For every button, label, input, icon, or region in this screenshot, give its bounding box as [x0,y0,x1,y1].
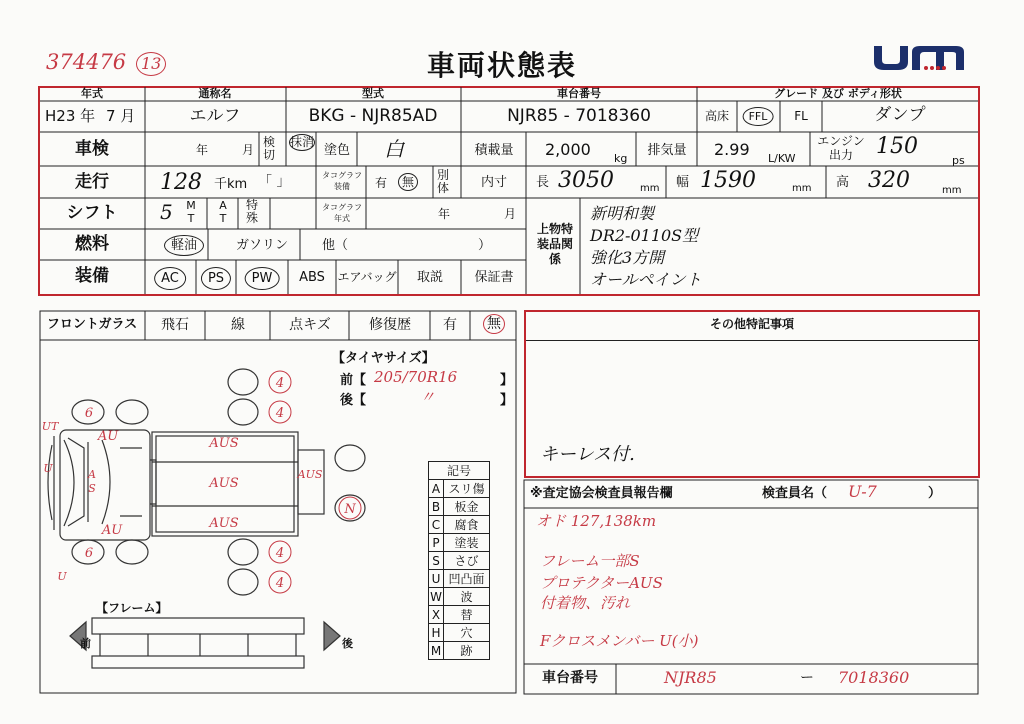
stock-mark: 13 [136,52,166,76]
mileage-bracket: 「 」 [258,174,291,190]
mileage: 128 [160,170,202,195]
damage-mark-9: U [43,462,53,475]
inspector-note-1: オド 127,138km [536,512,657,530]
damage-mark-10: UT [41,420,59,433]
legend-code: C [429,516,444,534]
glass-tobi: 飛石 [161,317,189,333]
equip-abs: ABS [299,270,325,285]
tire-front-label: 前【 [340,373,367,388]
tacho-label: タコグラフ装備 [322,171,362,191]
frame-rear: 後 [342,637,353,650]
bed-width: 1590 [700,168,756,193]
equip-ac: AC [154,267,186,290]
fl-option: FL [794,109,808,123]
mileage-unit: 千km [214,177,248,192]
tire-mark-5: 6 [84,406,94,421]
label-shift: シフト [66,203,118,223]
tire-rear-size: 〃 [420,388,436,406]
kengiri-label: 検切 [263,135,276,162]
label-shaken: 車検 [75,139,109,159]
tire-title: 【タイヤサイズ】 [332,351,435,366]
shaken-month: 月 [242,143,255,157]
tire-rear-close: 】 [500,393,514,408]
damage-mark-4: AUS [209,476,239,491]
shufuku-nashi: 無 [483,314,505,334]
engine-output: 150 [876,134,918,159]
header-katashiki: 型式 [362,87,384,100]
legend-code: H [429,624,444,642]
model-year: H23 年 [45,107,96,125]
damage-mark-2: AU [101,523,123,538]
fuel-gasoline: ガソリン [236,238,289,253]
other-notes-divider [526,340,978,341]
equip-airbag: エアバッグ [337,270,397,284]
page-title: 車両状態表 [426,49,578,82]
fuel-other: 他（ ） [322,238,492,253]
header-grade: グレード 及び ボディ形状 [774,87,902,100]
tire-front-size: 205/70R16 [374,368,458,386]
displacement-label: 排気量 [647,143,687,158]
legend-label: 凹凸面 [444,570,490,588]
shufuku-label: 修復歴 [369,317,411,333]
damage-mark-1: AU [97,429,119,444]
chassis-number: NJR85 - 7018360 [507,106,651,126]
damage-mark-7: A [88,468,96,481]
load-label: 積載量 [474,143,514,158]
legend-label: スリ傷 [444,480,490,498]
legend-code: M [429,642,444,660]
special-note-3: 強化3方開 [590,248,665,267]
legend-label: 替 [444,606,490,624]
length-unit: mm [640,183,660,194]
inspector-name-close: ） [928,486,942,501]
legend-code: X [429,606,444,624]
width-label: 幅 [676,175,690,190]
glass-sen: 線 [231,317,245,333]
tire-mark-2: 4 [275,406,285,421]
engine-unit: ps [952,154,965,167]
body-color: 白 [384,137,404,161]
legend-label: 波 [444,588,490,606]
tacho-tsuki: 月 [504,207,517,221]
legend-title: 記号 [429,462,490,480]
inspector-title: ※査定協会検査員報告欄 [530,486,673,501]
tosoku-label: 塗色 [323,143,351,158]
inspector-name: U-7 [848,482,877,501]
inspector-note-3: プロテクターAUS [540,574,663,592]
label-soko: 走行 [75,172,109,192]
stock-number: 374476 [46,50,127,74]
inspector-note-5: Fクロスメンバー U(小) [540,632,699,650]
tire-mark-3: 4 [275,546,285,561]
inspector-name-label: 検査員名（ [762,486,828,501]
frame-front: 前 [80,637,91,650]
displacement: 2.99 [714,140,750,159]
tacho-year-label: タコグラフ年式 [322,203,362,223]
header-tsusho: 通称名 [198,87,232,100]
width-unit: mm [792,183,812,194]
bed-length: 3050 [558,168,614,193]
legend-code: W [430,589,442,604]
tire-mark-1: 4 [275,376,285,391]
equip-ps: PS [201,267,231,290]
footer-chassis-b: 7018360 [838,668,910,687]
header-shadai: 車台番号 [557,87,601,100]
height-unit: mm [942,185,962,196]
legend-code: S [429,552,444,570]
joubutsu-label: 上物特装品関係 [536,222,573,266]
shufuku-ari: 有 [443,317,457,333]
label-equipment: 装備 [75,266,109,286]
tacho-ari: 有 [375,176,388,190]
legend-label: 塗装 [444,534,490,552]
legend-code: U [429,570,444,588]
shift-count: 5 [160,200,173,224]
inspector-note-2: フレーム一部S [540,552,640,570]
other-notes-text: キーレス付. [540,444,635,465]
tacho-nen: 年 [438,207,451,221]
special-note-4: オールペイント [590,270,702,289]
equip-warranty: 保証書 [474,270,514,285]
tokushu-option: 特殊 [246,198,259,225]
legend-label: さび [444,552,490,570]
bed-height: 320 [868,168,910,193]
tire-front-close: 】 [500,373,514,388]
inspector-note-4: 付着物、汚れ [540,594,631,612]
legend-code: P [429,534,444,552]
footer-chassis-label: 車台番号 [542,670,598,686]
model-code: BKG - NJR85AD [308,106,438,126]
tire-mark-6: 6 [84,546,94,561]
mt-option: M T [186,199,196,225]
load-capacity: 2,000 [545,140,591,159]
ffl-option: FFL [743,107,774,126]
glass-ten: 点キズ [289,317,331,333]
naisun-label: 内寸 [480,175,508,190]
footer-dash: ー [800,670,814,686]
damage-legend [428,461,490,660]
load-unit: kg [614,152,628,165]
model-month: 7 月 [106,107,136,125]
frame-title: 【フレーム】 [96,601,168,615]
legend-label: 腐食 [444,516,490,534]
koshou-label: 高床 [704,109,730,123]
legend-code: B [429,498,444,516]
at-option: A T [219,199,227,225]
massho-option: 抹消 [290,135,315,149]
body-type: ダンプ [874,105,926,125]
other-notes-title: その他特記事項 [709,317,795,331]
fuel-keiyu: 軽油 [164,235,204,256]
height-label: 高 [836,175,850,190]
engine-label: エンジン出力 [817,134,865,162]
equip-pw: PW [245,267,280,290]
tire-rear-label: 後【 [340,393,367,408]
damage-mark-8: S [88,482,96,495]
equip-manual: 取説 [416,270,444,285]
shaken-year: 年 [196,143,209,157]
length-label: 長 [536,175,550,190]
legend-label: 穴 [444,624,490,642]
legend-label: 板金 [444,498,490,516]
tacho-nashi: 無 [398,173,418,191]
legend-label: 跡 [444,642,490,660]
damage-mark-3: AUS [209,436,239,451]
damage-mark-11: U [57,570,67,583]
vehicle-name: エルフ [189,106,241,126]
displacement-unit: L/KW [768,152,796,165]
front-glass-label: フロントガラス [46,317,138,332]
special-note-2: DR2-0110S型 [590,226,699,245]
damage-mark-5: AUS [209,516,239,531]
tacho-betsu: 別体 [437,168,450,195]
damage-mark-6: AUS [297,468,323,481]
legend-code: A [429,480,444,498]
tire-mark-4: 4 [275,576,285,591]
footer-chassis-a: NJR85 [664,668,717,687]
tire-mark-7: N [344,502,356,517]
header-nenshiki: 年式 [81,87,103,100]
special-note-1: 新明和製 [590,204,655,223]
label-fuel: 燃料 [75,234,109,254]
